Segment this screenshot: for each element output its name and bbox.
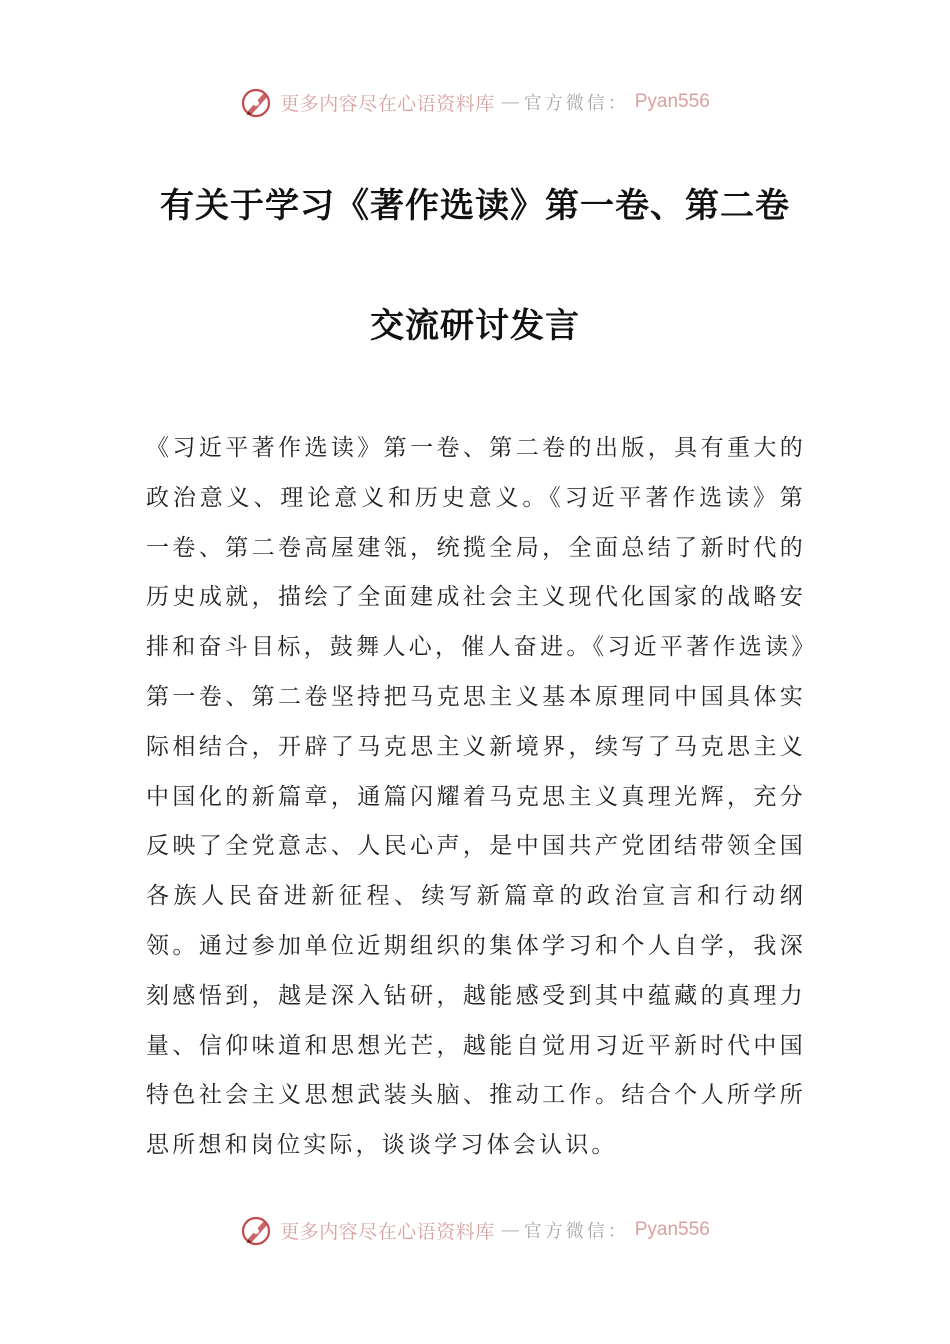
watermark-brand: 更多内容尽在心语资料库 bbox=[280, 92, 495, 115]
header-watermark bbox=[0, 82, 950, 122]
footer-watermark bbox=[0, 1210, 950, 1250]
watermark-label: 官方微信： bbox=[523, 93, 629, 114]
watermark-wechat-id: Pyan556 bbox=[634, 1219, 710, 1240]
watermark-separator: — bbox=[500, 1219, 518, 1241]
watermark-separator: — bbox=[500, 91, 518, 113]
document-title-line-1: 有关于学习《著作选读》第一卷、第二卷 bbox=[160, 186, 790, 226]
watermark-label: 官方微信： bbox=[523, 1221, 629, 1242]
pen-circle-logo-icon bbox=[240, 1213, 274, 1247]
body-paragraph: 《习近平著作选读》第一卷、第二卷的出版，具有重大的政治意义、理论意义和历史意义。《习近平著作选读》第一卷、第二卷高屋建瓴，统揽全局，全面总结了新时代的历史成就，描绘了全面建成社会主义现代化国家的战略安排和奋斗目标，鼓舞人心，催人奋进。《习近平著作选读》第一卷、第二卷坚持把马克思主义基本原理同中国具体实际相结合，开辟了马克思主义新境界，续写了马克思主义中国化的新篇章，通篇闪耀着马克思主义真理光辉，充分反映了全党意志、人民心声，是中国共产党团结带领全国各族人民奋进新征程、续写新篇章的政治宣言和行动纲领。通过参加单位近期组织的集体学习和个人自学，我深刻感悟到，越是深入钻研，越能感受到其中蕴藏的真理力量、信仰味道和思想光芒，越能自觉用习近平新时代中国特色社会主义思想武装头脑、推动工作。结合个人所学所思所想和岗位实际，谈谈学习体会认识。 bbox=[146, 435, 806, 1159]
document-title-line-2: 交流研讨发言 bbox=[370, 306, 580, 346]
pen-circle-logo-icon bbox=[240, 85, 274, 119]
watermark-brand: 更多内容尽在心语资料库 bbox=[280, 1220, 495, 1243]
watermark-wechat-id: Pyan556 bbox=[634, 91, 710, 112]
